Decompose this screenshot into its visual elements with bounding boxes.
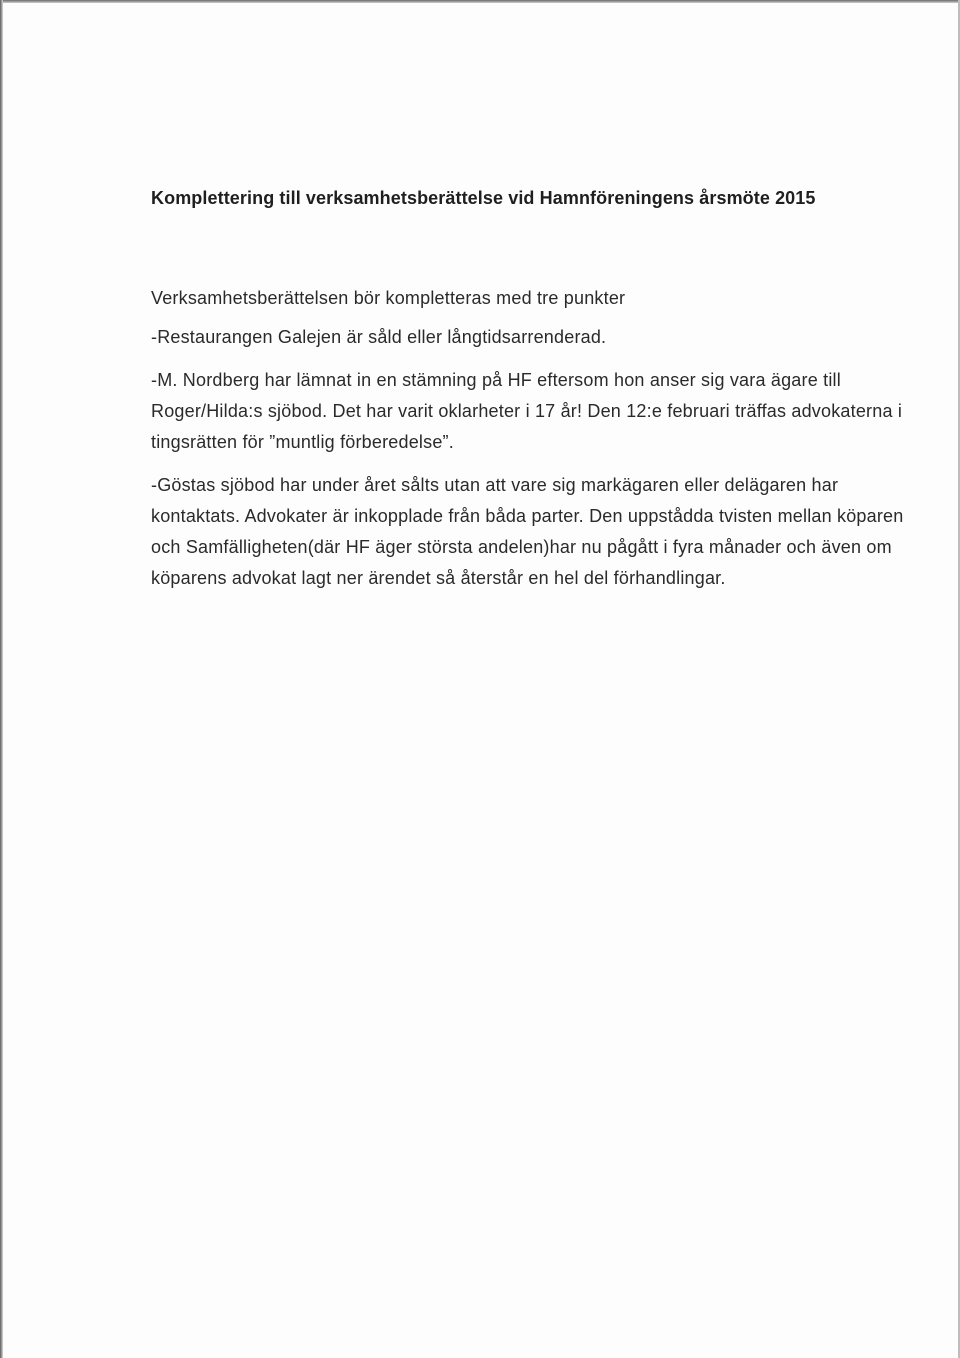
scan-edge-left	[0, 0, 3, 1358]
point-lawsuit: -M. Nordberg har lämnat in en stämning på HF eftersom hon anser sig vara ägare till Roger/Hilda:s sjöbod. Det har varit oklarheter i 17 år! Den 12:e februari träffas advokaterna i tingsrätten för ”muntlig förberedelse”.	[151, 370, 903, 452]
point-boathouse-sale: -Göstas sjöbod har under året sålts utan att vare sig markägaren eller delägaren har kontaktats. Advokater är inkopplade från båda parter. Den uppstådda tvisten mellan köparen och Samfälligheten(där HF äger största andelen)har nu pågått i fyra månader och även om köparens advokat lagt ner ärendet så återstår en hel del förhandlingar.	[151, 475, 904, 588]
scan-edge-top	[0, 0, 960, 3]
document-body	[151, 185, 911, 594]
intro-paragraph: Verksamhetsberättelsen bör kompletteras med tre punkter	[151, 288, 626, 308]
document-title: Komplettering till verksamhetsberättelse vid Hamnföreningens årsmöte 2015	[151, 188, 816, 208]
point-restaurant: -Restaurangen Galejen är såld eller långtidsarrenderad.	[151, 327, 607, 347]
